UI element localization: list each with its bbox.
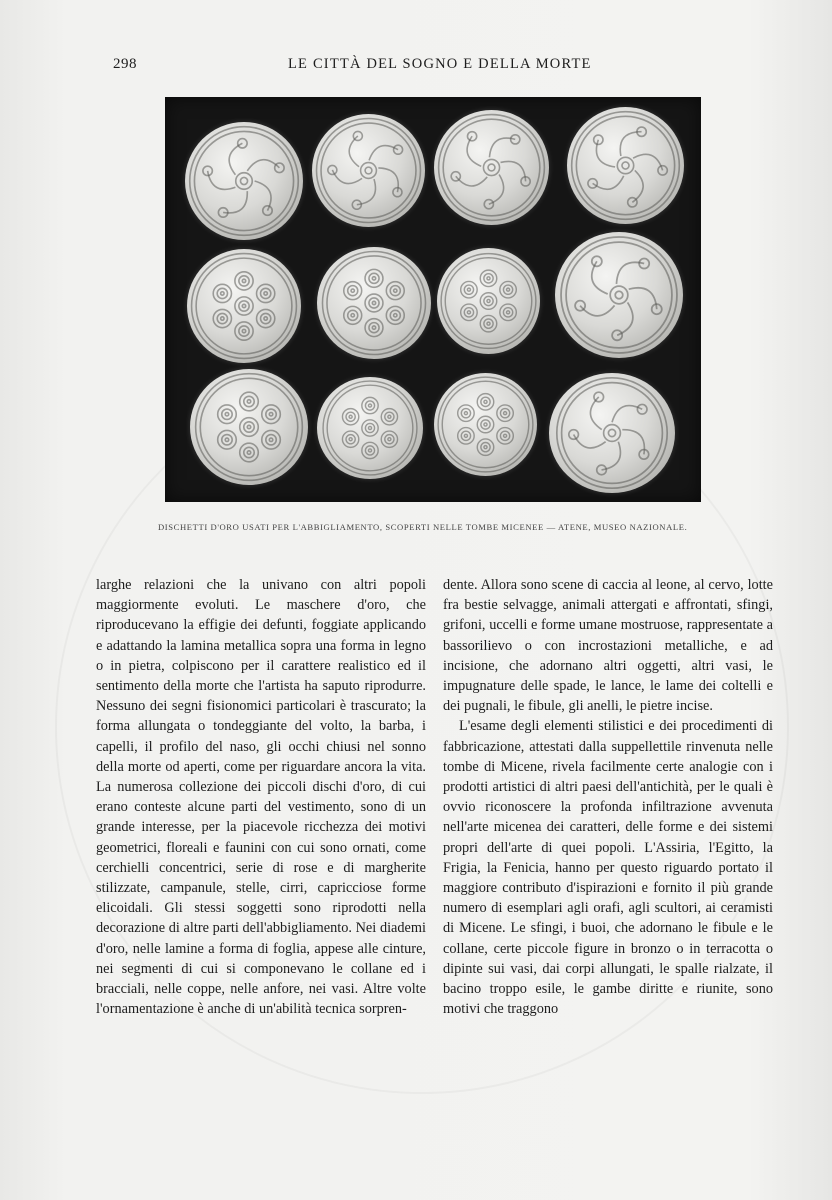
gold-disc (317, 377, 423, 479)
gold-disc (567, 107, 684, 224)
gold-disc (434, 373, 537, 476)
running-title: LE CITTÀ DEL SOGNO E DELLA MORTE (288, 56, 592, 72)
gold-disc (434, 110, 549, 225)
gold-disc (555, 232, 683, 358)
disc-ornament (555, 232, 683, 358)
gold-disc (187, 249, 301, 363)
gold-disc (317, 247, 431, 359)
disc-ornament (549, 373, 675, 493)
gold-disc (437, 248, 540, 354)
page-number: 298 (113, 56, 137, 72)
gold-discs-photograph (165, 97, 701, 502)
disc-ornament (312, 114, 425, 227)
disc-ornament (567, 107, 684, 224)
gold-disc (185, 122, 303, 240)
gold-disc (549, 373, 675, 493)
disc-ornament (187, 249, 301, 363)
paragraph: larghe relazioni che la univano con altri popoli maggiormente evoluti. Le maschere d'oro, che riproducevano la effigie dei defunti, foggiate applicando e adattando la lamina metallica sopra una forma in legno o in pietra, colpiscono per il carattere realistico ed il sentimento della morte che l'artista ha saputo riprodurre. Nessuno dei segni fisionomici particolari è trascurato; la forma allungata o tondeggiante del volto, la barba, i capelli, il profilo del naso, gli occhi chiusi nel sonno della morte od aperti, come per riguardare ancora la vita. La numerosa collezione dei piccoli dischi d'oro, di cui erano conteste alcune parti del vestimento, sono di un grande interesse, per la piacevole ricchezza dei motivi geometrici, floreali e faunini con cui sono ornati, come cerchielli concentrici, serie di rose e di margherite stilizzate, campanule, stelle, cirri, capricciose forme elicoidali. Gli stessi soggetti sono riprodotti nella decorazione di altre parti dell'abbigliamento. Nei diademi d'oro, nelle lamine a forma di foglia, appese alle cinture, nei segmenti di cui si componevano le collane ed i bracciali, nelle coppe, nelle anfore, nei vasi. Altre volte l'ornamentazione è anche di un'abilità tecnica sorpren- (96, 577, 426, 1018)
disc-ornament (434, 373, 537, 476)
figure-caption: DISCHETTI D'ORO USATI PER L'ABBIGLIAMENTO, SCOPERTI NELLE TOMBE MICENEE — ATENE, MUSEO NAZIONALE. (158, 522, 688, 532)
disc-ornament (437, 248, 540, 354)
text-column-left (96, 575, 426, 1019)
gold-disc (312, 114, 425, 227)
text-column-right (443, 575, 773, 1019)
page-header (0, 56, 832, 76)
gold-disc (190, 369, 308, 485)
disc-ornament (190, 369, 308, 485)
disc-ornament (317, 377, 423, 479)
disc-ornament (434, 110, 549, 225)
paragraph: L'esame degli elementi stilistici e dei procedimenti di fabbricazione, attestati dalla suppellettile rinvenuta nelle tombe di Micene, rivela facilmente certe analogie con i prodotti artistici di altri paesi dell'antichità, per le quali è ovvio riconoscere la profonda infiltrazione avvenuta nell'arte micenea dei caratteri, delle forme e dei sistemi propri dell'arte di quei popoli. L'Assiria, l'Egitto, la Frigia, la Fenicia, hanno per questo riguardo portato il maggiore contributo d'ispirazioni e fornito il più grande numero di esemplari agli orafi, agli scultori, ai ceramisti di Micene. Le sfingi, i buoi, che adornano le fibule e le collane, certe piccole figure in bronzo o in terracotta o dipinte sui vasi, dai corpi allungati, le spalle rialzate, il bacino troppo esile, le gambe diritte e riunite, sono motivi che traggono (443, 718, 773, 1018)
paragraph: dente. Allora sono scene di caccia al leone, al cervo, lotte fra bestie selvagge, animali attergati e affrontati, sfingi, grifoni, uccelli e forme umane mostruose, rappresentate a bassorilievo o con incrostazioni metalliche, e ad incisione, che adornano altri oggetti, altri vasi, le impugnature delle spade, le lance, le lame dei coltelli e dei pugnali, le fibule, gli anelli, le pietre incise. (443, 577, 773, 715)
disc-ornament (185, 122, 303, 240)
disc-ornament (317, 247, 431, 359)
